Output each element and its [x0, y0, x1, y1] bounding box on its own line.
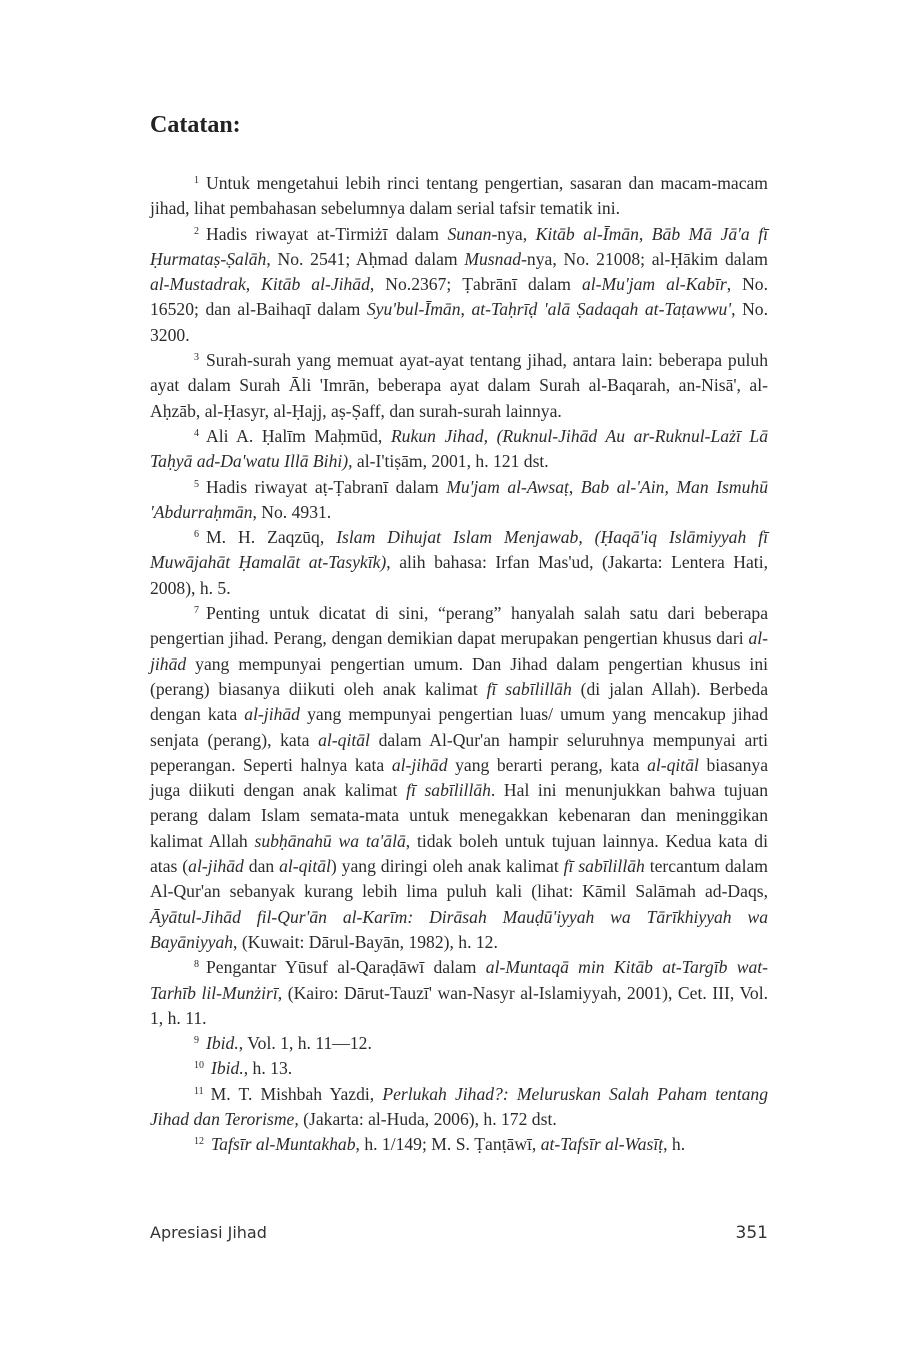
footnote-text: Pengantar Yūsuf al-Qaraḍāwī dalam — [206, 957, 486, 978]
footnote — [150, 1056, 768, 1081]
footnote-text: Hadis riwayat at-Tirmiżī dalam — [206, 223, 448, 244]
footnote — [150, 171, 768, 222]
footnote-text: -nya, — [491, 223, 536, 244]
footnote-text: , h. 1/149; M. S. Ṭanṭāwī, — [355, 1134, 541, 1155]
footnote-text: Surah-surah yang memuat ayat-ayat tentang jihad, antara lain: beberapa puluh ayat dalam Surah Āli 'Imrān, beberapa ayat dalam Surah al-Baqarah, an-Nisā', al-Aḥzāb, al-Ḥasyr, al-Ḥajj, aṣ-Ṣaff, dan surah-surah lainnya. — [150, 350, 768, 421]
footnote-text: , No. 3200. — [150, 299, 768, 345]
footnote-number: 10 — [194, 1060, 204, 1072]
footnote-italic-text: Ibid. — [211, 1058, 244, 1079]
footnote-italic-text: Bab al-'Ain, Man Ismuhū 'Abdurraḥmān — [150, 476, 768, 522]
footnote-text: , No. 2541; Aḥmad dalam — [266, 248, 465, 269]
footnote-text: -nya, No. 21008; al-Ḥākim dalam — [521, 248, 768, 269]
footnote-text: Penting untuk dicatat di sini, “perang” hanyalah salah satu dari beberapa pengertian jihad. Perang, dengan demikian dapat merupakan pengertian khusus dari — [150, 603, 768, 649]
footnote-text: , No. 4931. — [252, 501, 332, 522]
footnote-italic-text: Syu'bul-Īmān — [366, 299, 461, 320]
footnote-italic-text: Islam Dihujat Islam Menjawab, (Ḥaqā'iq Islāmiyyah fī Muwājahāt Ḥamalāt at-Tasykīk) — [150, 527, 768, 573]
footnote — [150, 1031, 768, 1056]
footnote-italic-text: al-jihād — [188, 856, 244, 877]
footnote-italic-text: subḥānahū wa ta'ālā — [254, 830, 406, 851]
footnote-italic-text: Bāb Mā Jā'a fī Ḥurmataṣ-Ṣalāh — [150, 223, 768, 269]
footnote-italic-text: al-Mu'jam al-Kabīr — [581, 274, 727, 295]
footnote-text: , — [460, 299, 472, 320]
footnote-text: , h. — [663, 1134, 686, 1155]
footnote-text: . Hal ini menunjukkan bahwa tujuan perang dalam Islam semata-mata untuk menegakkan kebenaran dan meninggikan kalimat Allah — [150, 780, 768, 851]
footnote-text: ) yang diringi oleh anak kalimat — [330, 856, 564, 877]
footnote-text: Untuk mengetahui lebih rinci tentang pengertian, sasaran dan macam-macam jihad, lihat pembahasan sebelumnya dalam serial tafsir tematik ini. — [150, 173, 768, 219]
footnote-italic-text: al-qitāl — [318, 729, 370, 750]
footnote-text: M. T. Mishbah Yazdi, — [210, 1083, 383, 1104]
footnote-italic-text: al-jihād — [244, 704, 300, 725]
footnote-italic-text: at-Tafsīr al-Wasīṭ — [540, 1134, 664, 1155]
footnote-text: , No. 16520; dan al-Baihaqī dalam — [150, 274, 768, 320]
footnote-italic-text: fī sabīlillāh — [406, 780, 491, 801]
footnote-italic-text: Perlukah Jihad?: Meluruskan Salah Paham tentang Jihad dan Terorisme, — [150, 1083, 768, 1129]
footnote-text: , — [638, 223, 652, 244]
footnote-text: al-I'tiṣām, 2001, h. 121 dst. — [352, 451, 549, 472]
footnote-italic-text: al-qitāl — [647, 754, 699, 775]
footnote-italic-text: at-Taḥrīḍ 'alā Ṣadaqah at-Taṭawwu' — [471, 299, 732, 320]
page-footer — [150, 1223, 768, 1247]
footnote-number: 11 — [194, 1085, 204, 1097]
footnote-italic-text: al-jihād — [391, 754, 448, 775]
footnote — [150, 424, 768, 475]
footnote-italic-text: Kitāb al-Īmān — [535, 223, 639, 244]
running-title: Apresiasi Jihad — [150, 1223, 267, 1242]
footnote-number: 4 — [194, 427, 199, 439]
footnote-text: , — [568, 476, 581, 497]
footnote-text: , tidak boleh untuk tujuan lainnya. Kedua kata di atas ( — [150, 830, 768, 877]
footnote-italic-text: al-Muntaqā min Kitāb at-Targīb wat-Tarhīb lil-Munżirī, — [150, 957, 768, 1003]
footnote-text: dalam Al-Qur'an hampir seluruhnya mempunyai arti peperangan. Seperti halnya kata — [150, 729, 768, 775]
footnote-number: 6 — [194, 529, 199, 541]
footnote-italic-text: Āyātul-Jihād fil-Qur'ān al-Karīm: Dirāsah Mauḍū'iyyah wa Tārīkhiyyah wa Bayāniyyah — [150, 906, 768, 952]
footnote-italic-text: Tafsīr al-Muntakhab — [211, 1134, 356, 1155]
footnote-text: , Vol. 1, h. 11—12. — [238, 1033, 372, 1054]
footnote-text: (Jakarta: al-Huda, 2006), h. 172 dst. — [298, 1108, 557, 1129]
footnote-italic-text: Kitāb al-Jihād — [261, 274, 370, 295]
footnote-text: yang berarti perang, kata — [447, 754, 648, 775]
footnote-number: 1 — [194, 175, 199, 186]
footnote-number: 7 — [194, 605, 199, 617]
footnote-text: Ali A. Ḥalīm Maḥmūd, — [206, 425, 391, 446]
footnote-italic-text: Mu'jam al-Awsaṭ — [446, 476, 569, 497]
footnote-number: 12 — [194, 1136, 204, 1148]
footnote-text: (di jalan Allah). Berbeda dengan kata — [150, 678, 768, 725]
footnote-text: (Kairo: Dārut-Tauzī' wan-Nasyr al-Islamiyyah, 2001), Cet. III, Vol. 1, h. 11. — [150, 982, 768, 1028]
footnote-text: biasanya juga diikuti dengan anak kalimat — [150, 754, 769, 801]
footnote-text: tercantum dalam Al-Qur'an sebanyak kurang lebih lima puluh kali (lihat: Kāmil Salāmah ad-Daqs, — [150, 856, 768, 902]
footnote-italic-text: al-Mustadrak — [150, 274, 246, 295]
footnote-text: dan — [243, 856, 280, 877]
footnote-text: , — [245, 274, 262, 295]
footnote-number: 3 — [194, 352, 199, 364]
footnote — [150, 601, 768, 955]
footnote — [150, 525, 768, 601]
footnote-text: yang mempunyai pengertian umum. Dan Jihad dalam pengertian khusus ini (perang) biasanya diikuti oleh anak kalimat — [150, 653, 768, 699]
footnote-number: 8 — [194, 959, 199, 971]
footnote — [150, 475, 768, 526]
footnote-italic-text: Musnad — [464, 248, 522, 269]
footnote-italic-text: al-qitāl — [279, 856, 331, 877]
footnote-italic-text: Sunan — [447, 223, 492, 244]
footnote-text: M. H. Zaqzūq, — [206, 527, 337, 548]
footnotes-list — [150, 171, 768, 1158]
footnote-text: Hadis riwayat aṭ-Ṭabranī dalam — [206, 476, 447, 497]
footnote-text: , (Kuwait: Dārul-Bayān, 1982), h. 12. — [233, 931, 498, 952]
footnote-text: , alih bahasa: Irfan Mas'ud, (Jakarta: Lentera Hati, 2008), h. 5. — [150, 552, 768, 598]
footnote — [150, 222, 768, 348]
footnote-text: yang mempunyai pengertian luas/ umum yang mencakup jihad senjata (perang), kata — [150, 704, 768, 750]
footnote-text: , No.2367; Ṭabrānī dalam — [369, 274, 582, 295]
footnote-text: , h. 13. — [243, 1058, 293, 1079]
footnote — [150, 1132, 768, 1157]
page-number: 351 — [735, 1223, 768, 1243]
notes-heading: Catatan: — [150, 112, 241, 138]
footnote — [150, 348, 768, 424]
footnote — [150, 1082, 768, 1133]
footnote-italic-text: fī sabīlillāh — [563, 856, 645, 877]
footnote-italic-text: Ibid. — [206, 1033, 239, 1054]
footnote — [150, 955, 768, 1031]
footnote-number: 9 — [194, 1035, 199, 1047]
footnote-italic-text: al-jihād — [150, 628, 768, 674]
footnote-italic-text: Rukun Jihad, (Ruknul-Jihād Au ar-Ruknul-Lażī Lā Taḥyā ad-Da'watu Illā Bihi), — [150, 425, 768, 472]
footnote-italic-text: fī sabīlillāh — [486, 678, 572, 699]
footnote-number: 5 — [194, 478, 199, 490]
footnote-number: 2 — [194, 225, 199, 237]
